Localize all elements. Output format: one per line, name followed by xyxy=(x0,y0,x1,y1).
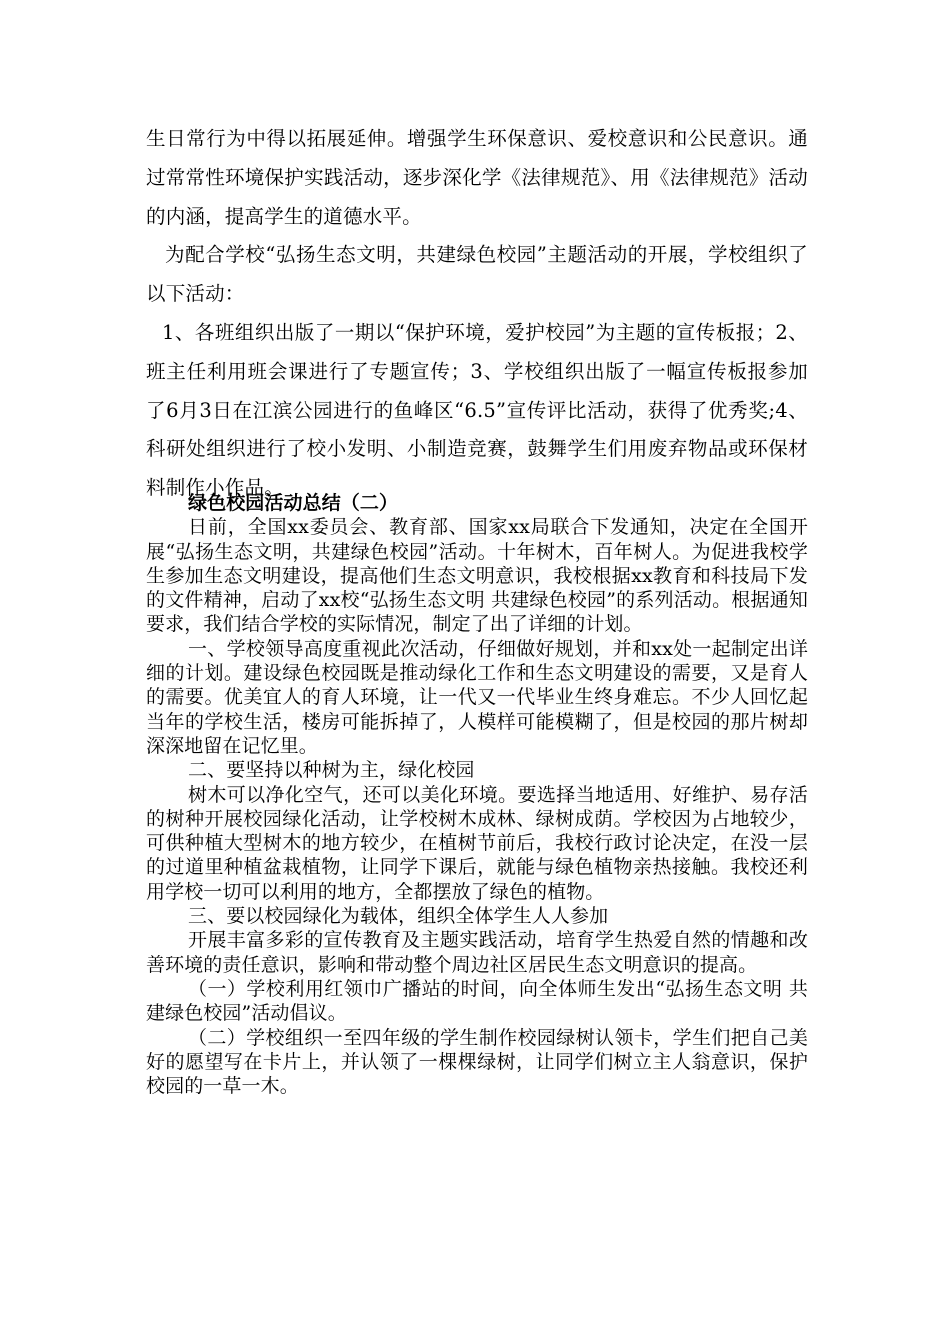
paragraph-intro-continuation: 生日常行为中得以拓展延伸。增强学生环保意识、爱校意识和公民意识。通过常常性环境保护实践活动，逐步深化学《法律规范》、用《法律规范》活动的内涵，提高学生的道德水平。 xyxy=(146,127,808,228)
paragraph-activity-list: 1、各班组织出版了一期以“保护环境，爱护校园”为主题的宣传板报；2、班主任利用班会课进行了专题宣传；3、学校组织出版了一幅宣传板报参加了6月3日在江滨公园进行的鱼峰区“6.5”宣传评比活动，获得了优秀奖;4、科研处组织进行了校小发明、小制造竞赛，鼓舞学生们用废弃物品或环保材料制作小作品。 xyxy=(146,320,808,500)
paragraph-notice: 日前，全国xx委员会、教育部、国家xx局联合下发通知，决定在全国开展“弘扬生态文明，共建绿色校园”活动。十年树木，百年树人。为促进我校学生参加生态文明建设，提高他们生态文明意识，我校根据xx教育和科技局下发的文件精神，启动了xx校“弘扬生态文明 共建绿色校园”的系列活动。根据通知要求，我们结合学校的实际情况，制定了出了详细的计划。 xyxy=(146,516,808,636)
paragraph-point-two-heading: 二、要坚持以种树为主，绿化校园 xyxy=(188,759,475,782)
section-activities xyxy=(146,120,808,508)
paragraph-point-one: 一、学校领导高度重视此次活动，仔细做好规划，并和xx处一起制定出详细的计划。建设绿色校园既是推动绿化工作和生态文明建设的需要，又是育人的需要。优美宜人的育人环境，让一代又一代毕业生终身难忘。不少人回忆起当年的学校生活，楼房可能拆掉了，人模样可能模糊了，但是校园的那片树却深深地留在记忆里。 xyxy=(146,637,808,757)
paragraph-sub-two: （二）学校组织一至四年级的学生制作校园绿树认领卡，学生们把自己美好的愿望写在卡片上，并认领了一棵棵绿树，让同学们树立主人翁意识，保护校园的一草一木。 xyxy=(146,1026,808,1098)
paragraph-theme-activity: 为配合学校“弘扬生态文明，共建绿色校园”主题活动的开展，学校组织了以下活动： xyxy=(146,243,808,306)
section-summary-two xyxy=(146,491,808,1098)
paragraph-sub-one: （一）学校利用红领巾广播站的时间，向全体师生发出“弘扬生态文明 共建绿色校园”活动倡议。 xyxy=(146,977,808,1025)
paragraph-point-three-body: 开展丰富多彩的宣传教育及主题实践活动，培育学生热爱自然的情趣和改善环境的责任意识，影响和带动整个周边社区居民生态文明意识的提高。 xyxy=(146,929,808,976)
paragraph-point-three-heading: 三、要以校园绿化为载体，组织全体学生人人参加 xyxy=(188,905,609,928)
paragraph-point-two-body: 树木可以净化空气，还可以美化环境。要选择当地适用、好维护、易存活的树种开展校园绿化活动，让学校树木成林、绿树成荫。学校因为占地较少，可供种植大型树木的地方较少，在植树节前后，我校行政讨论决定，在没一层的过道里种植盆栽植物，让同学下课后，就能与绿色植物亲热接触。我校还利用学校一切可以利用的地方，全都摆放了绿色的植物。 xyxy=(146,783,808,903)
section-title: 绿色校园活动总结（二） xyxy=(188,492,399,514)
